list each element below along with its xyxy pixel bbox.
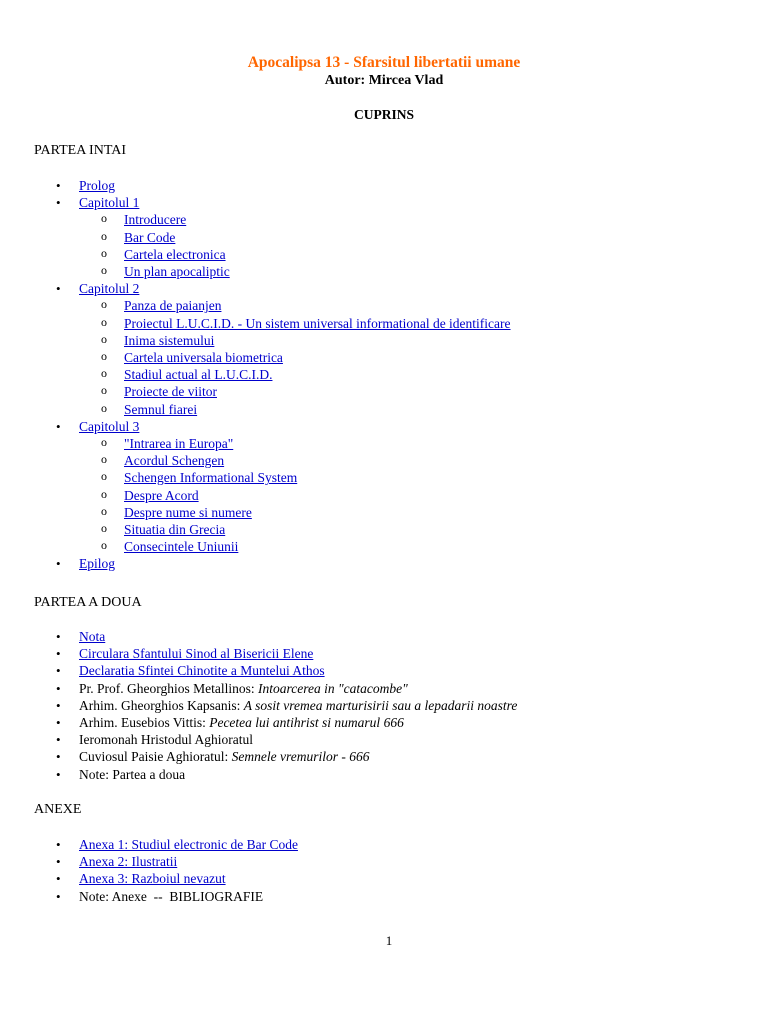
list-item bbox=[0, 418, 768, 556]
toc-heading: CUPRINS bbox=[353, 107, 414, 122]
list-item bbox=[79, 504, 768, 521]
entry-author: Arhim. Gheorghios Kapsanis: bbox=[79, 697, 244, 713]
document-title: Apocalipsa 13 - Sfarsitul libertatii umane bbox=[247, 54, 521, 71]
list-item bbox=[0, 836, 768, 853]
document-author: Autor: Mircea Vlad bbox=[324, 73, 444, 88]
part2-list bbox=[0, 628, 768, 783]
part1-heading: PARTEA INTAI bbox=[34, 143, 127, 158]
page-number: 1 bbox=[385, 933, 393, 948]
list-item bbox=[79, 246, 768, 263]
toc-link-prolog[interactable]: Prolog bbox=[79, 178, 116, 193]
toc-link-anexa-1[interactable]: Anexa 1: Studiul electronic de Bar Code bbox=[79, 837, 298, 852]
toc-link[interactable]: Stadiul actual al L.U.C.I.D. bbox=[124, 367, 273, 383]
toc-link[interactable]: Cartela electronica bbox=[124, 246, 226, 262]
list-item bbox=[79, 263, 768, 280]
list-item bbox=[79, 401, 768, 418]
list-item bbox=[79, 315, 768, 332]
list-item bbox=[0, 680, 768, 697]
toc-link[interactable]: Un plan apocaliptic bbox=[124, 264, 230, 280]
toc-link[interactable]: Schengen Informational System bbox=[124, 470, 298, 486]
list-item bbox=[79, 366, 768, 383]
entry-author: Cuviosul Paisie Aghioratul: bbox=[79, 749, 232, 765]
toc-link[interactable]: "Intrarea in Europa" bbox=[124, 436, 234, 452]
entry-title: Pecetea lui antihrist si numarul 666 bbox=[209, 715, 404, 731]
toc-link[interactable]: Cartela universala biometrica bbox=[124, 350, 283, 366]
part2-heading: PARTEA A DOUA bbox=[34, 595, 142, 610]
list-item bbox=[0, 714, 768, 731]
list-item bbox=[0, 731, 768, 748]
toc-link[interactable]: Semnul fiarei bbox=[124, 401, 198, 417]
cap1-sublist bbox=[79, 211, 768, 280]
toc-link-nota[interactable]: Nota bbox=[79, 629, 106, 644]
anexe-heading: ANEXE bbox=[34, 802, 82, 817]
list-item bbox=[0, 662, 768, 679]
list-item bbox=[0, 645, 768, 662]
list-item bbox=[0, 766, 768, 783]
list-item bbox=[0, 853, 768, 870]
toc-link-anexa-2[interactable]: Anexa 2: Ilustratii bbox=[79, 854, 178, 870]
toc-link[interactable]: Bar Code bbox=[124, 229, 176, 245]
entry-author: Arhim. Eusebios Vittis: bbox=[79, 715, 210, 731]
entry-title: Semnele vremurilor - 666 bbox=[231, 749, 370, 765]
list-item bbox=[79, 297, 768, 314]
entry-author: Ieromonah Hristodul Aghioratul bbox=[79, 732, 253, 748]
list-item bbox=[79, 435, 768, 452]
cap3-sublist bbox=[79, 435, 768, 555]
toc-link[interactable]: Inima sistemului bbox=[124, 332, 215, 348]
list-item bbox=[79, 487, 768, 504]
list-item bbox=[0, 628, 768, 645]
toc-link[interactable]: Panza de paianjen bbox=[124, 298, 222, 314]
toc-link-capitolul-2[interactable]: Capitolul 2 bbox=[79, 281, 140, 297]
list-item bbox=[79, 349, 768, 366]
list-item bbox=[79, 332, 768, 349]
toc-link[interactable]: Consecintele Uniunii bbox=[124, 539, 239, 555]
entry-author: Pr. Prof. Gheorghios Metallinos: bbox=[79, 680, 259, 696]
list-item bbox=[0, 870, 768, 887]
toc-link[interactable]: Acordul Schengen bbox=[124, 453, 225, 469]
toc-link-anexa-3[interactable]: Anexa 3: Razboiul nevazut bbox=[79, 871, 226, 887]
list-item bbox=[79, 538, 768, 555]
toc-link[interactable]: Proiectul L.U.C.I.D. - Un sistem universal informational de identificare bbox=[124, 315, 511, 331]
toc-link-declaratia[interactable]: Declaratia Sfintei Chinotite a Muntelui Athos bbox=[79, 663, 325, 679]
list-item bbox=[0, 194, 768, 280]
toc-link[interactable]: Despre nume si numere bbox=[124, 504, 252, 520]
entry-note: Note: Partea a doua bbox=[79, 766, 186, 782]
cap2-sublist bbox=[79, 297, 768, 417]
list-item bbox=[79, 211, 768, 228]
entry-note: Note: Anexe -- BIBLIOGRAFIE bbox=[79, 888, 264, 904]
list-item bbox=[79, 452, 768, 469]
entry-title: A sosit vremea marturisirii sau a lepadarii noastre bbox=[243, 697, 518, 713]
entry-title: Intoarcerea in "catacombe" bbox=[258, 680, 408, 696]
toc-link[interactable]: Despre Acord bbox=[124, 487, 199, 503]
toc-link[interactable]: Introducere bbox=[124, 212, 187, 228]
anexe-list bbox=[0, 836, 768, 905]
list-item bbox=[0, 280, 768, 418]
toc-link[interactable]: Proiecte de viitor bbox=[124, 384, 217, 400]
toc-link-epilog[interactable]: Epilog bbox=[79, 556, 115, 572]
part1-list bbox=[0, 177, 768, 573]
toc-link[interactable]: Situatia din Grecia bbox=[124, 522, 226, 538]
list-item bbox=[79, 521, 768, 538]
toc-link-capitolul-1[interactable]: Capitolul 1 bbox=[79, 195, 140, 211]
toc-link-capitolul-3[interactable]: Capitolul 3 bbox=[79, 418, 140, 434]
list-item bbox=[79, 383, 768, 400]
toc-link-circulara[interactable]: Circulara Sfantului Sinod al Bisericii Elene bbox=[79, 646, 314, 662]
list-item bbox=[0, 748, 768, 765]
list-item bbox=[79, 469, 768, 486]
list-item bbox=[0, 697, 768, 714]
list-item bbox=[0, 177, 768, 194]
list-item bbox=[79, 229, 768, 246]
list-item bbox=[0, 888, 768, 905]
list-item bbox=[0, 555, 768, 572]
